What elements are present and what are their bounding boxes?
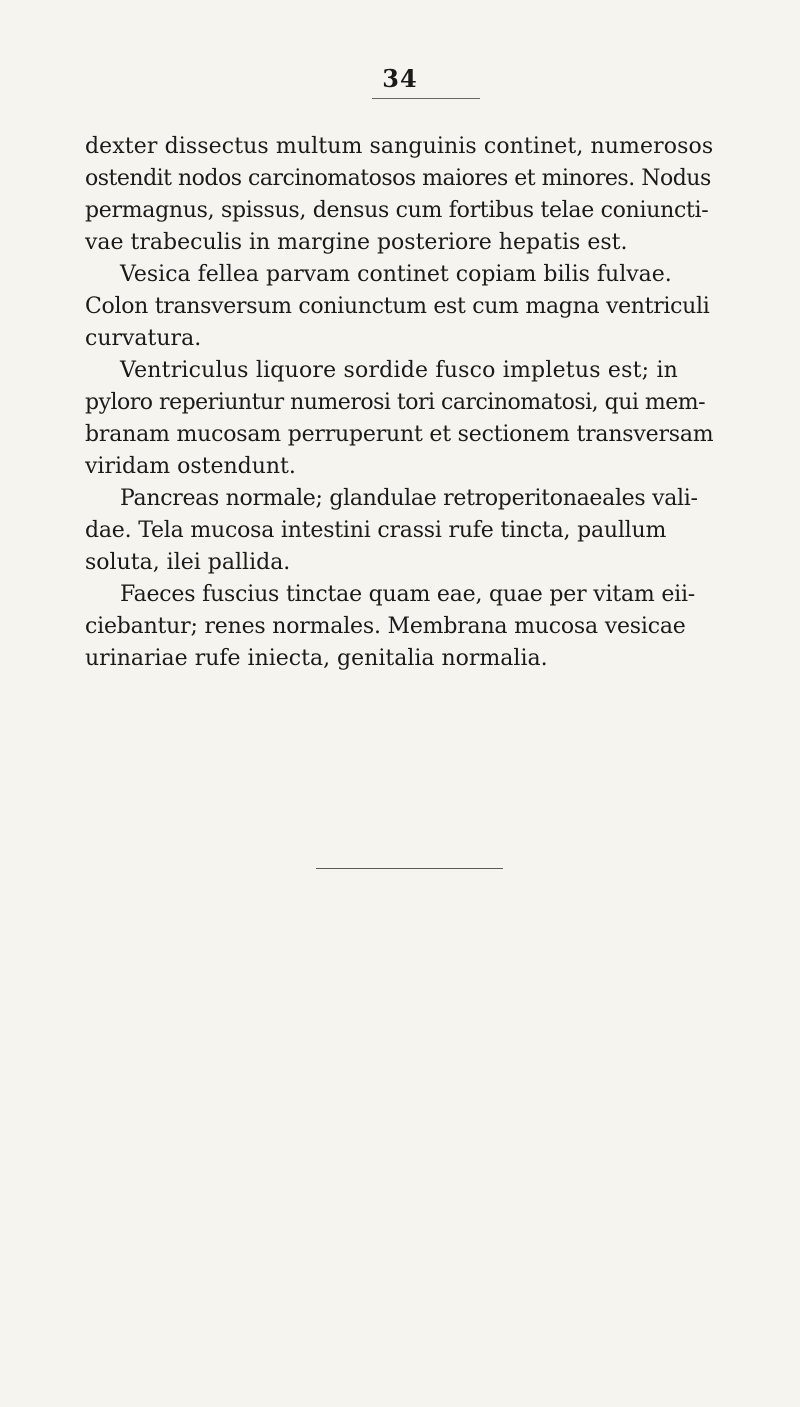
text-line: Colon transversum coniunctum est cum magna ventriculi [85,294,710,319]
text-line: Faeces fuscius tinctae quam eae, quae per vitam eii- [120,582,696,607]
text-line: ciebantur; renes normales. Membrana mucosa vesicae [85,614,686,639]
end-rule [316,868,503,869]
text-line: dae. Tela mucosa intestini crassi rufe tincta, paullum [85,518,667,543]
text-line: pyloro reperiuntur numerosi tori carcinomatosi, qui mem- [85,390,706,415]
text-line: branam mucosam perruperunt et sectionem transversam [85,422,714,447]
header-rule [372,98,480,99]
body-text [85,131,765,675]
text-line: viridam ostendunt. [85,454,296,479]
text-line: soluta, ilei pallida. [85,550,291,575]
text-line: Ventriculus liquore sordide fusco impletus est; in [120,358,679,383]
text-line: Pancreas normale; glandulae retroperitonaeales vali- [120,486,698,511]
text-line: permagnus, spissus, densus cum fortibus telae coniuncti- [85,198,709,223]
text-line: ostendit nodos carcinomatosos maiores et minores. Nodus [85,166,711,191]
text-line: Vesica fellea parvam continet copiam bilis fulvae. [120,262,672,287]
text-line: vae trabeculis in margine posteriore hepatis est. [85,230,628,255]
text-line: curvatura. [85,326,202,351]
text-line: urinariae rufe iniecta, genitalia normalia. [85,646,548,671]
page-number: 34 [382,64,418,93]
text-line: dexter dissectus multum sanguinis continet, numerosos [85,134,714,159]
